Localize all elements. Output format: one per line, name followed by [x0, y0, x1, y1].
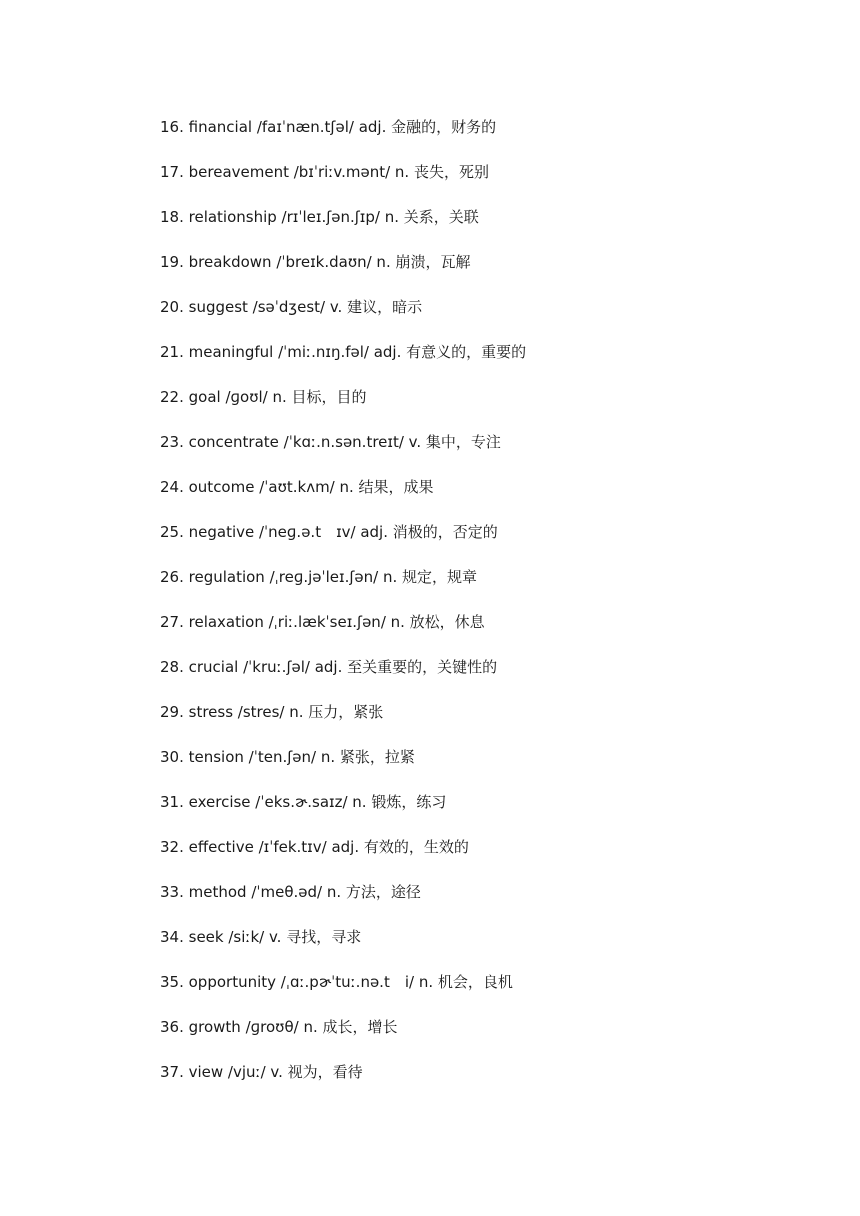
vocab-entry: 30. tension /ˈten.ʃən/ n. 紧张，拉紧	[160, 748, 415, 766]
vocab-entry: 31. exercise /ˈeks.ɚ.saɪz/ n. 锻炼，练习	[160, 793, 447, 811]
vocab-entry: 29. stress /stres/ n. 压力，紧张	[160, 703, 384, 721]
vocab-entry: 36. growth /ɡroʊθ/ n. 成长，增长	[160, 1018, 398, 1036]
vocabulary-list	[160, 115, 526, 1105]
vocab-entry: 17. bereavement /bɪˈriːv.mənt/ n. 丧失，死别	[160, 163, 489, 181]
vocab-entry: 26. regulation /ˌreɡ.jəˈleɪ.ʃən/ n. 规定，规章	[160, 568, 478, 586]
vocab-entry: 16. financial /faɪˈnæn.tʃəl/ adj. 金融的，财务的	[160, 118, 497, 136]
vocab-entry: 37. view /vjuː/ v. 视为，看待	[160, 1063, 363, 1081]
vocab-entry: 35. opportunity /ˌɑː.pɚˈtuː.nə.t i/ n. 机会，良机	[160, 973, 513, 991]
vocab-entry: 22. goal /ɡoʊl/ n. 目标，目的	[160, 388, 367, 406]
vocab-entry: 24. outcome /ˈaʊt.kʌm/ n. 结果，成果	[160, 478, 434, 496]
vocab-entry: 20. suggest /səˈdʒest/ v. 建议，暗示	[160, 298, 423, 316]
vocab-entry: 25. negative /ˈneɡ.ə.t ɪv/ adj. 消极的，否定的	[160, 523, 498, 541]
vocab-entry: 28. crucial /ˈkruː.ʃəl/ adj. 至关重要的，关键性的	[160, 658, 498, 676]
vocab-entry: 32. effective /ɪˈfek.tɪv/ adj. 有效的，生效的	[160, 838, 469, 856]
vocab-entry: 21. meaningful /ˈmiː.nɪŋ.fəl/ adj. 有意义的，重要的	[160, 343, 527, 361]
vocab-entry: 19. breakdown /ˈbreɪk.daʊn/ n. 崩溃，瓦解	[160, 253, 471, 271]
vocab-entry: 18. relationship /rɪˈleɪ.ʃən.ʃɪp/ n. 关系，关联	[160, 208, 479, 226]
vocab-entry: 27. relaxation /ˌriː.lækˈseɪ.ʃən/ n. 放松，休息	[160, 613, 485, 631]
vocab-entry: 23. concentrate /ˈkɑː.n.sən.treɪt/ v. 集中，专注	[160, 433, 501, 451]
vocab-entry: 33. method /ˈmeθ.əd/ n. 方法，途径	[160, 883, 421, 901]
vocab-entry: 34. seek /siːk/ v. 寻找，寻求	[160, 928, 362, 946]
